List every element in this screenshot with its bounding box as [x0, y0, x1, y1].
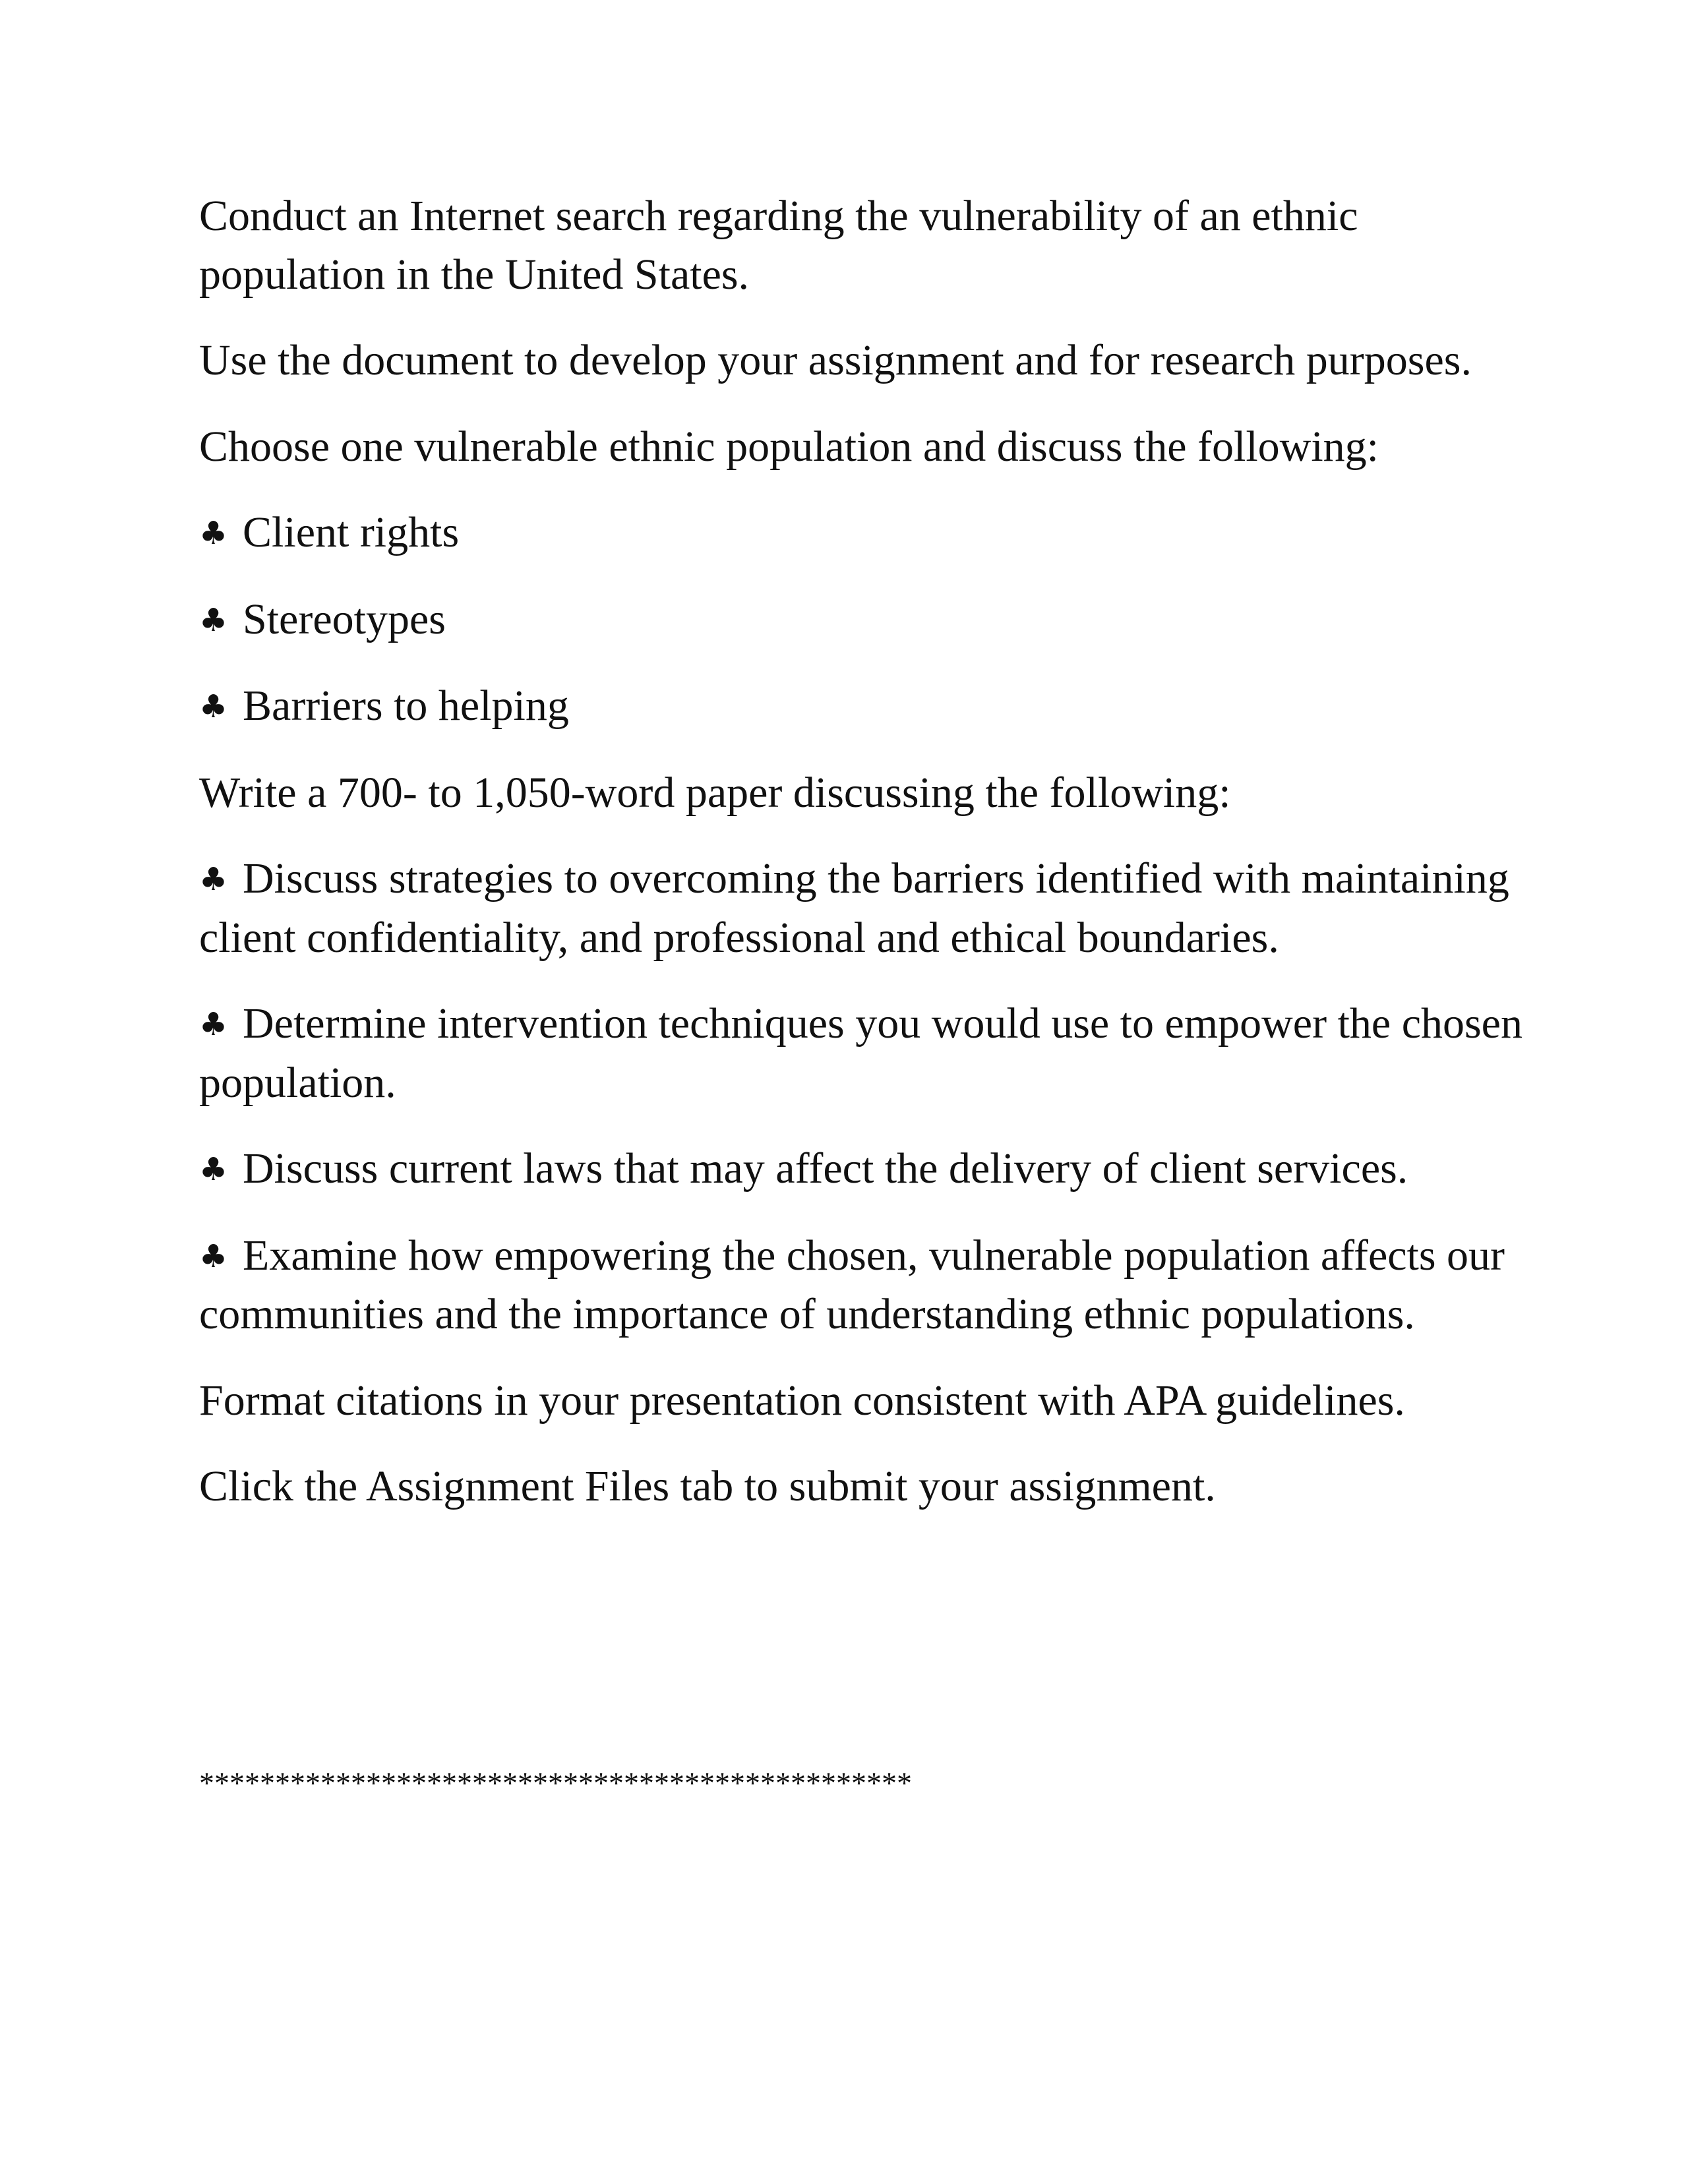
paragraph-use-document: Use the document to develop your assignment and for research purposes.: [199, 336, 1472, 384]
club-bullet-icon: ♣: [199, 1006, 228, 1043]
club-bullet-icon: ♣: [199, 1237, 228, 1275]
paragraph-choose-population: Choose one vulnerable ethnic population and discuss the following:: [199, 422, 1379, 471]
paragraph-submit-instructions: Click the Assignment Files tab to submit your assignment.: [199, 1462, 1216, 1510]
bullet-item: ♣ Discuss current laws that may affect the delivery of client services.: [199, 1140, 1531, 1199]
paragraph-write-paper: Write a 700- to 1,050-word paper discussing the following:: [199, 768, 1231, 817]
document-body: [199, 187, 1531, 1544]
bullet-item: ♣ Examine how empowering the chosen, vulnerable population affects our communities and the importance of understanding ethnic populations.: [199, 1227, 1531, 1344]
asterisk-separator: ***********************************************: [199, 1766, 912, 1800]
club-bullet-icon: ♣: [199, 688, 228, 725]
bullet-item: ♣ Client rights: [199, 504, 1531, 563]
paragraph-intro: Conduct an Internet search regarding the vulnerability of an ethnic population in the United States.: [199, 192, 1358, 299]
bullet-item: ♣ Discuss strategies to overcoming the barriers identified with maintaining client confidentiality, and professional and ethical boundaries.: [199, 850, 1531, 967]
club-bullet-icon: ♣: [199, 515, 228, 552]
bullet-item: ♣ Determine intervention techniques you would use to empower the chosen population.: [199, 995, 1531, 1112]
bullet-item: ♣ Stereotypes: [199, 591, 1531, 650]
paragraph-apa-format: Format citations in your presentation consistent with APA guidelines.: [199, 1376, 1405, 1425]
club-bullet-icon: ♣: [199, 861, 228, 898]
bullet-item: ♣ Barriers to helping: [199, 677, 1531, 736]
club-bullet-icon: ♣: [199, 601, 228, 639]
club-bullet-icon: ♣: [199, 1151, 228, 1188]
